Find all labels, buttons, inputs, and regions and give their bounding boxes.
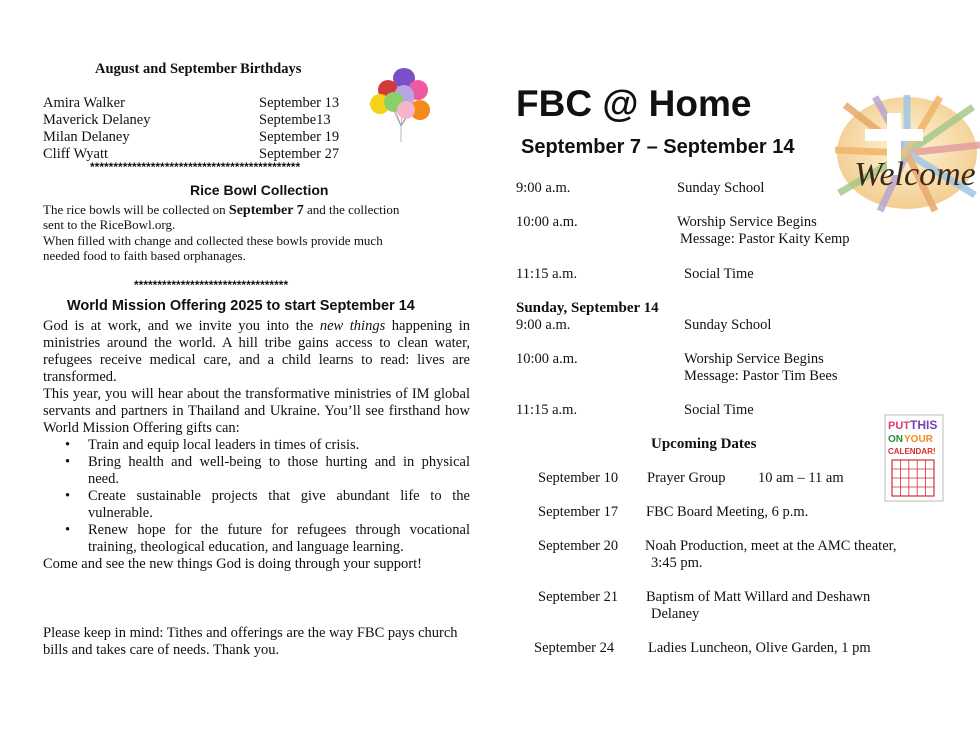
birthday-name-3: Milan Delaney bbox=[43, 129, 130, 145]
mission-paragraph-1: God is at work, and we invite you into the new things happening in ministries around the world. A hill tribe gains access to clean water, refugees receive medical care, and a child learns to read: lives are transformed. bbox=[43, 318, 471, 385]
schedule-time: 11:15 a.m. bbox=[516, 402, 578, 418]
svg-text:THIS: THIS bbox=[910, 418, 938, 432]
upcoming-event: Ladies Luncheon, Olive Garden, 1 pm bbox=[648, 640, 871, 656]
birthday-date-4: September 27 bbox=[259, 146, 340, 162]
separator-2: ********************************* bbox=[134, 278, 289, 292]
schedule-event: Sunday School bbox=[684, 317, 772, 333]
birthday-name-2: Maverick Delaney bbox=[43, 112, 151, 128]
upcoming-event: Prayer Group bbox=[647, 470, 726, 486]
upcoming-date: September 10 bbox=[538, 470, 619, 486]
welcome-text: Welcome bbox=[854, 156, 976, 193]
birthday-date-2: Septembe13 bbox=[259, 112, 331, 128]
mission-bullet: • Train and equip local leaders in times of crisis. bbox=[43, 437, 470, 454]
schedule-time: 9:00 a.m. bbox=[516, 180, 571, 196]
mission-body bbox=[43, 318, 470, 573]
upcoming-event-continued: Delaney bbox=[651, 606, 700, 622]
calendar-icon bbox=[884, 414, 944, 502]
page-subtitle: September 7 – September 14 bbox=[521, 136, 795, 158]
svg-text:ON: ON bbox=[888, 434, 903, 445]
separator-1: ********************************************* bbox=[90, 160, 301, 174]
tithes-note: Please keep in mind: Tithes and offerings are the way FBC pays church bills and takes care of needs. Thank you. bbox=[43, 625, 458, 658]
mission-paragraph-2: This year, you will hear about the transformative ministries of IM global servants and partners in Thailand and Ukraine. You’ll see firsthand how World Mission Offering gifts can: bbox=[43, 386, 470, 436]
schedule-event: Worship Service Begins bbox=[677, 214, 817, 230]
schedule-detail: Message: Pastor Kaity Kemp bbox=[680, 231, 850, 247]
welcome-cross-image bbox=[835, 95, 980, 213]
upcoming-extra: 10 am – 11 am bbox=[758, 470, 844, 486]
upcoming-date: September 17 bbox=[538, 504, 619, 520]
schedule-time: 10:00 a.m. bbox=[516, 351, 578, 367]
schedule-time: 11:15 a.m. bbox=[516, 266, 578, 282]
rice-bowl-line-1: The rice bowls will be collected on September 7 and the collection bbox=[43, 202, 400, 218]
birthday-date-3: September 19 bbox=[259, 129, 340, 145]
upcoming-date: September 24 bbox=[534, 640, 615, 656]
mission-bullet: • Renew hope for the future for refugees through vocational training, theological education, and language learning. bbox=[43, 522, 470, 556]
birthday-date-1: September 13 bbox=[259, 95, 340, 111]
balloons-icon bbox=[366, 66, 436, 146]
rice-bowl-line-4: needed food to faith based orphanages. bbox=[43, 248, 246, 263]
upcoming-date: September 21 bbox=[538, 589, 619, 605]
schedule-event: Social Time bbox=[684, 266, 754, 282]
page-title: FBC @ Home bbox=[516, 83, 752, 124]
rice-bowl-heading: Rice Bowl Collection bbox=[190, 182, 329, 198]
sep14-heading: Sunday, September 14 bbox=[516, 300, 659, 316]
upcoming-heading: Upcoming Dates bbox=[651, 436, 757, 452]
mission-bullet-list bbox=[43, 437, 470, 556]
schedule-event: Social Time bbox=[684, 402, 754, 418]
upcoming-date: September 20 bbox=[538, 538, 619, 554]
rice-bowl-line-2: sent to the RiceBowl.org. bbox=[43, 217, 176, 232]
upcoming-event: FBC Board Meeting, 6 p.m. bbox=[646, 504, 809, 520]
upcoming-event: Baptism of Matt Willard and Deshawn bbox=[646, 589, 871, 605]
mission-closing: Come and see the new things God is doing through your support! bbox=[43, 556, 422, 572]
svg-text:YOUR: YOUR bbox=[904, 434, 933, 445]
birthdays-heading: August and September Birthdays bbox=[95, 61, 302, 77]
mission-bullet: • Bring health and well-being to those hurting and in physical need. bbox=[43, 454, 470, 488]
schedule-event: Sunday School bbox=[677, 180, 765, 196]
mission-heading: World Mission Offering 2025 to start September 14 bbox=[67, 298, 415, 314]
svg-text:CALENDAR!: CALENDAR! bbox=[888, 447, 936, 456]
schedule-time: 9:00 a.m. bbox=[516, 317, 571, 333]
svg-text:PUT: PUT bbox=[888, 420, 910, 432]
mission-bullet: • Create sustainable projects that give abundant life to the vulnerable. bbox=[43, 488, 470, 522]
schedule-detail: Message: Pastor Tim Bees bbox=[684, 368, 838, 384]
schedule-time: 10:00 a.m. bbox=[516, 214, 578, 230]
birthday-name-4: Cliff Wyatt bbox=[43, 146, 109, 162]
birthday-name-1: Amira Walker bbox=[43, 95, 125, 111]
upcoming-event-continued: 3:45 pm. bbox=[651, 555, 703, 571]
rice-bowl-line-3: When filled with change and collected these bowls provide much bbox=[43, 233, 383, 248]
schedule-event: Worship Service Begins bbox=[684, 351, 824, 367]
upcoming-event: Noah Production, meet at the AMC theater, bbox=[645, 538, 897, 554]
